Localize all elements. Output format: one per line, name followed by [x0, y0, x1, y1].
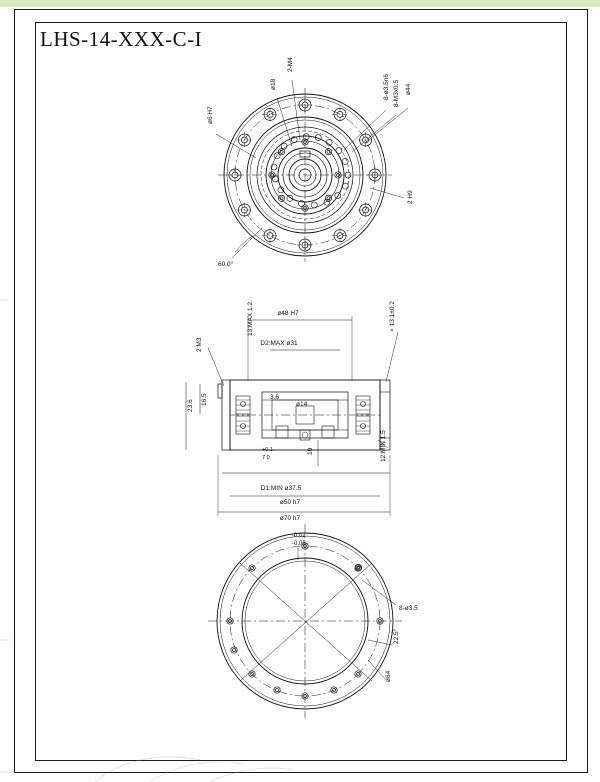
annotation-bot-b4: 22.5° — [393, 628, 400, 644]
page-title: LHS-14-XXX-C-I — [40, 27, 203, 51]
annotation-sec-s9: ø14 — [296, 401, 308, 408]
annotation-bot-b1: -0.02 — [292, 533, 306, 539]
annotation-sec-s12: 7 0 — [262, 455, 270, 461]
annotation-top-t2: ø18 — [270, 78, 277, 90]
annotation-sec-s5: 2 M3 — [196, 337, 203, 352]
annotation-top-t7: 2 H9 — [407, 190, 414, 204]
bottom-view — [208, 524, 418, 718]
annotation-top-t8: 60.0° — [218, 261, 234, 268]
annotation-sec-s8: 3.6 — [270, 394, 280, 401]
annotation-top-t3: 8-ø3.5n6 — [383, 73, 390, 100]
annotation-sec-s3: D2:MAX ø31 — [260, 340, 298, 347]
annotation-bot-b5: ø64 — [385, 670, 392, 682]
annotation-sec-s16: ø70 h7 — [279, 515, 301, 522]
annotation-top-t4: 8-M3x0.5 — [393, 79, 400, 107]
annotation-sec-s10: 10 — [307, 447, 314, 455]
annotation-sec-s1: ø48 H7 — [277, 310, 299, 317]
annotation-top-t1: 2-M4 — [287, 57, 294, 72]
annotation-sec-s7: 23.6 — [187, 399, 194, 412]
annotation-bot-b3: 8-ø3.5 — [399, 605, 418, 612]
section-view — [186, 301, 398, 522]
annotation-sec-s14: D1:MIN ø37.5 — [260, 485, 302, 492]
annotation-top-t6: ø6 H7 — [207, 106, 214, 124]
annotation-sec-s6: 16.5 — [201, 393, 208, 406]
annotation-bot-b2: -0.05 — [292, 541, 306, 547]
top-view — [207, 57, 414, 268]
annotation-sec-s15: ø50 h7 — [279, 499, 301, 506]
annotation-sec-s11: +0.1 — [262, 447, 273, 453]
annotation-sec-s4: × 13.1±0.2 — [389, 301, 396, 332]
annotation-sec-s2: 13:MAX 1.2 — [247, 302, 254, 336]
annotation-top-t5: ø44 — [405, 83, 412, 95]
annotation-sec-s13: 12:MIN 1.5 — [380, 430, 387, 462]
page-edge-artifacts — [0, 300, 295, 782]
